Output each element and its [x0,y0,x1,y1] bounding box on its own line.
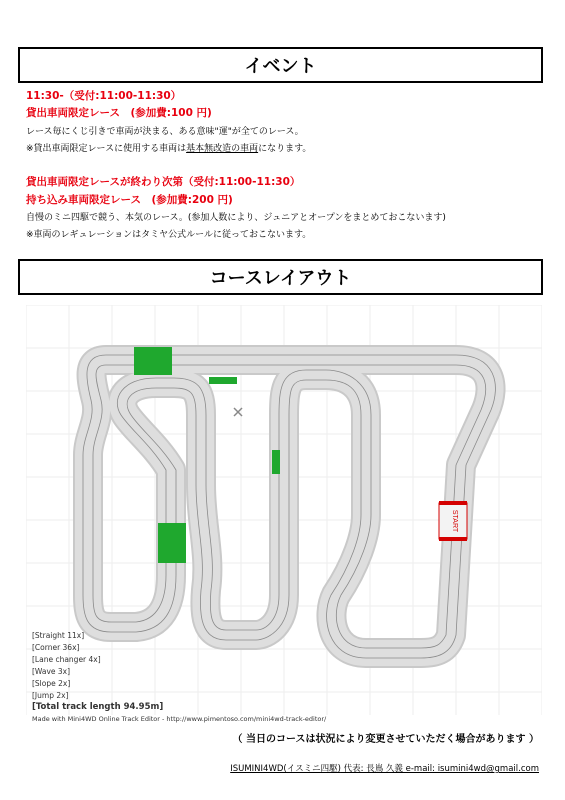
start-section [439,501,467,541]
race-2-description: 自慢のミニ四駆で競う、本気のレース。(参加人数により、ジュニアとオープンをまとめておこないます) [26,213,446,223]
legend-corner: [Corner 36x] [32,643,80,652]
legend-wave: [Wave 3x] [32,667,71,676]
event-title-banner: イベント [18,47,543,83]
race-2-title: 持ち込み車両限定レース (参加費:200 円) [26,194,233,206]
course-title-banner: コースレイアウト [18,259,543,295]
legend-jump: [Jump 2x] [32,691,69,700]
race-1-description: レース毎にくじ引きで車両が決まる、ある意味"運"が全てのレース。 [26,127,304,137]
race-1-note-underlined: 基本無改造の車両 [186,144,259,154]
course-change-note: （ 当日のコースは状況により変更させていただく場合があります ） [232,734,539,745]
race-1-note [26,141,311,154]
jump-section-middle [272,450,280,474]
editor-credit: Made with Mini4WD Online Track Editor - http://www.pimentoso.com/mini4wd-track-editor/ [32,715,327,723]
legend-slope: [Slope 2x] [32,679,71,688]
track [83,355,495,658]
slope-section-top [134,347,172,375]
race-1-title: 貸出車両限定レース (参加費:100 円) [26,107,212,119]
legend-lane-changer: [Lane changer 4x] [32,655,101,664]
footer-org: ISUMINI4WD(イスミニ四駆) [230,764,341,774]
event-time-1: 11:30-（受付:11:00-11:30） [26,90,182,102]
race-2-note: ※車両のレギュレーションはタミヤ公式ルールに従っておこないます。 [26,230,312,240]
event-time-2: 貸出車両限定レースが終わり次第（受付:11:00-11:30） [26,176,301,188]
slope-section-left [158,523,186,563]
course-layout-diagram [26,305,542,715]
race-1-note-pre: ※貸出車両限定レースに使用する車両は [26,144,187,154]
footer-contact [230,762,539,774]
start-label: START [451,509,458,533]
footer-representative: 代表: 長嶌 久義 e-mail: isumini4wd@gmail.com [340,764,539,774]
legend-straight: [Straight 11x] [32,631,85,640]
total-track-length: [Total track length 94.95m] [32,702,164,712]
jump-section-top [209,377,237,384]
race-1-note-post: になります。 [258,144,312,154]
